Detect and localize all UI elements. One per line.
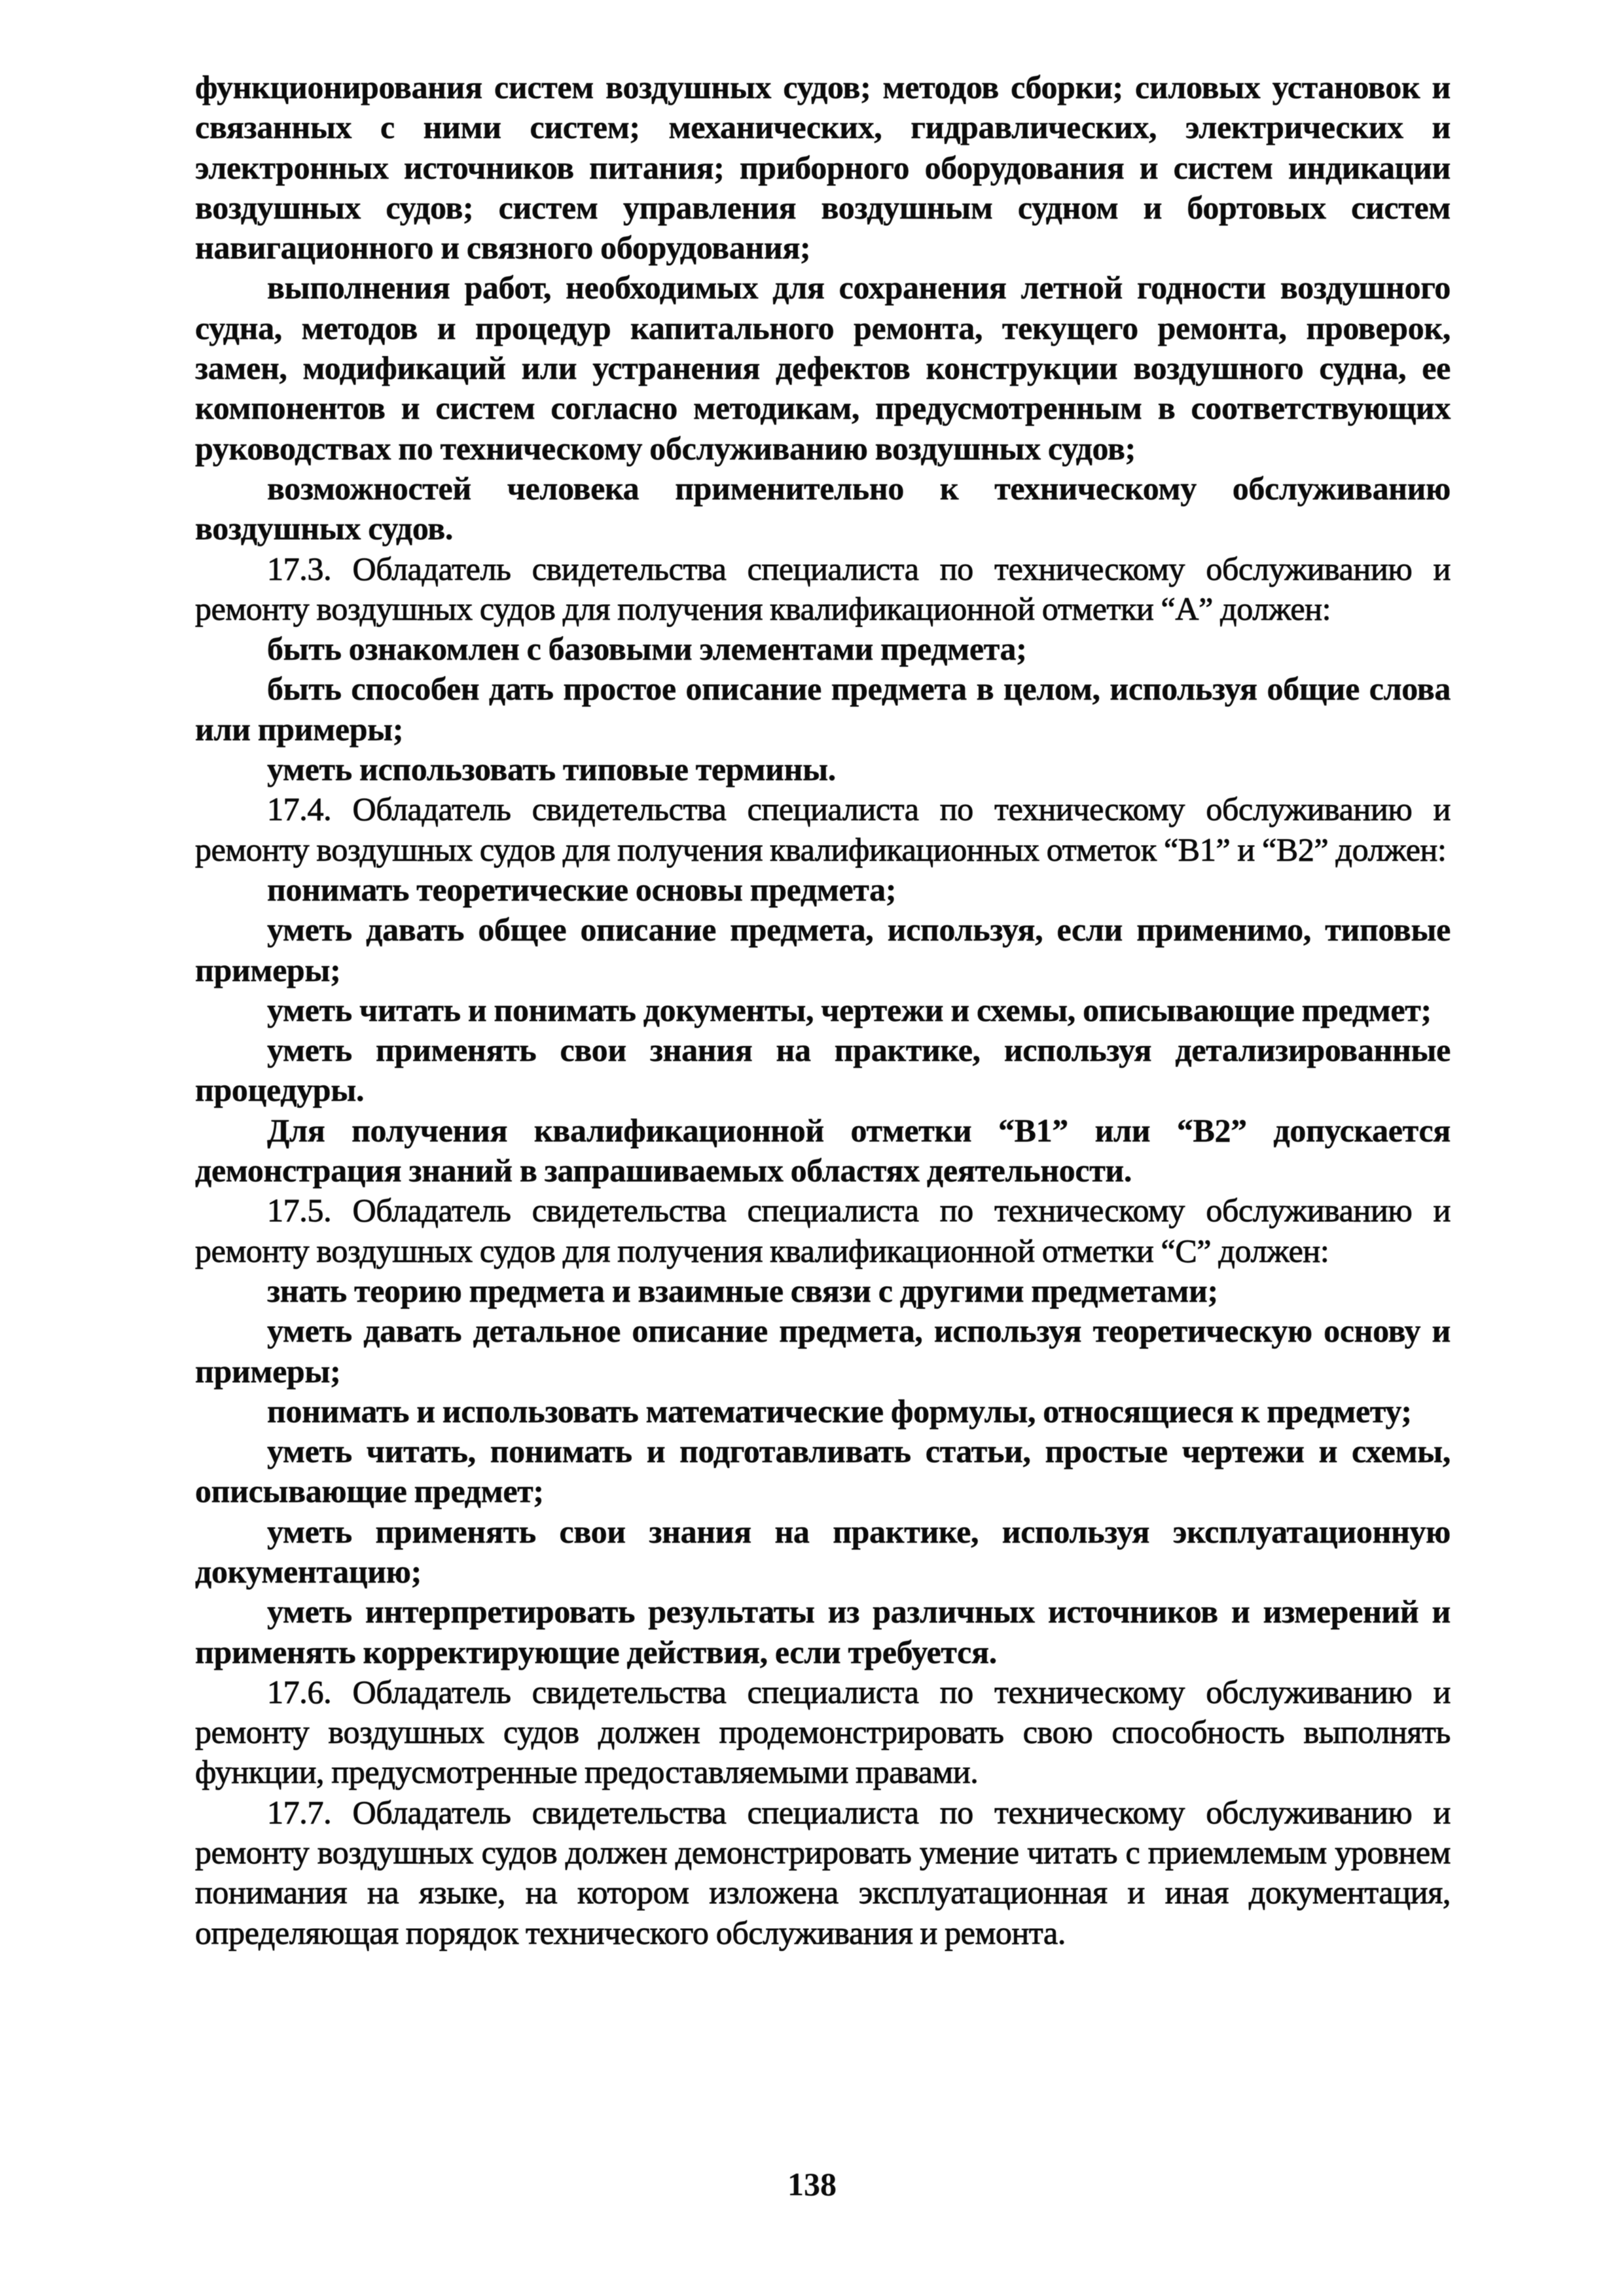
paragraph: уметь применять свои знания на практике, используя эксплуатационную документацию; [195,1513,1451,1590]
paragraph: быть способен дать простое описание предмета в целом, используя общие слова или примеры; [195,670,1451,747]
paragraph-17-5: 17.5. Обладатель свидетельства специалиста по техническому обслуживанию и ремонту воздушных судов для получения квалификационной отметки “С” должен: [195,1192,1451,1269]
paragraph: уметь использовать типовые термины. [267,751,836,788]
paragraph: понимать и использовать математические формулы, относящиеся к предмету; [267,1392,1412,1429]
paragraph: знать теорию предмета и взаимные связи с другими предметами; [267,1272,1218,1309]
paragraph: функционирования систем воздушных судов; методов сборки; силовых установок и связанных с ними систем; механических, гидравлических, электрических и электронных источников питания; приборного оборудования и систем индикации воздушных судов; систем управления воздушным судном и бортовых систем навигационного и связного оборудования; [195,69,1451,266]
paragraph-17-6: 17.6. Обладатель свидетельства специалиста по техническому обслуживанию и ремонту воздушных судов должен продемонстрировать свою способность выполнять функции, предусмотренные предоставляемыми правами. [195,1673,1451,1791]
paragraph-17-4: 17.4. Обладатель свидетельства специалиста по техническому обслуживанию и ремонту воздушных судов для получения квалификационных отметок “B1” и “B2” должен: [195,791,1451,868]
body-text [195,67,1451,1953]
paragraph-17-3: 17.3. Обладатель свидетельства специалиста по техническому обслуживанию и ремонту воздушных судов для получения квалификационной отметки “А” должен: [195,550,1451,627]
paragraph: понимать теоретические основы предмета; [267,870,897,908]
paragraph: уметь давать детальное описание предмета, используя теоретическую основу и примеры; [195,1312,1451,1390]
paragraph: уметь применять свои знания на практике, используя детализированные процедуры. [195,1031,1451,1109]
paragraph: уметь давать общее описание предмета, используя, если применимо, типовые примеры; [195,911,1451,988]
paragraph: уметь читать, понимать и подготавливать статьи, простые чертежи и схемы, описывающие предмет; [195,1433,1451,1510]
page-number: 138 [787,2166,837,2202]
paragraph: уметь читать и понимать документы, чертежи и схемы, описывающие предмет; [267,991,1432,1028]
paragraph: выполнения работ, необходимых для сохранения летной годности воздушного судна, методов и процедур капитального ремонта, текущего ремонта, проверок, замен, модификаций или устранения дефектов конструкции воздушного судна, ее компонентов и систем согласно методикам, предусмотренным в соответствующих руководствах по техническому обслуживанию воздушных судов; [195,269,1451,467]
paragraph: быть ознакомлен с базовыми элементами предмета; [267,630,1027,668]
paragraph: Для получения квалификационной отметки “B1” или “B2” допускается демонстрация знаний в запрашиваемых областях деятельности. [195,1111,1451,1189]
paragraph-17-7: 17.7. Обладатель свидетельства специалиста по техническому обслуживанию и ремонту воздушных судов должен демонстрировать умение читать с приемлемым уровнем понимания на языке, на котором изложена эксплуатационная и иная документация, определяющая порядок технического обслуживания и ремонта. [195,1793,1451,1951]
paragraph: уметь интерпретировать результаты из различных источников и измерений и применять корректирующие действия, если требуется. [195,1593,1451,1670]
paragraph: возможностей человека применительно к техническому обслуживанию воздушных судов. [195,469,1451,547]
